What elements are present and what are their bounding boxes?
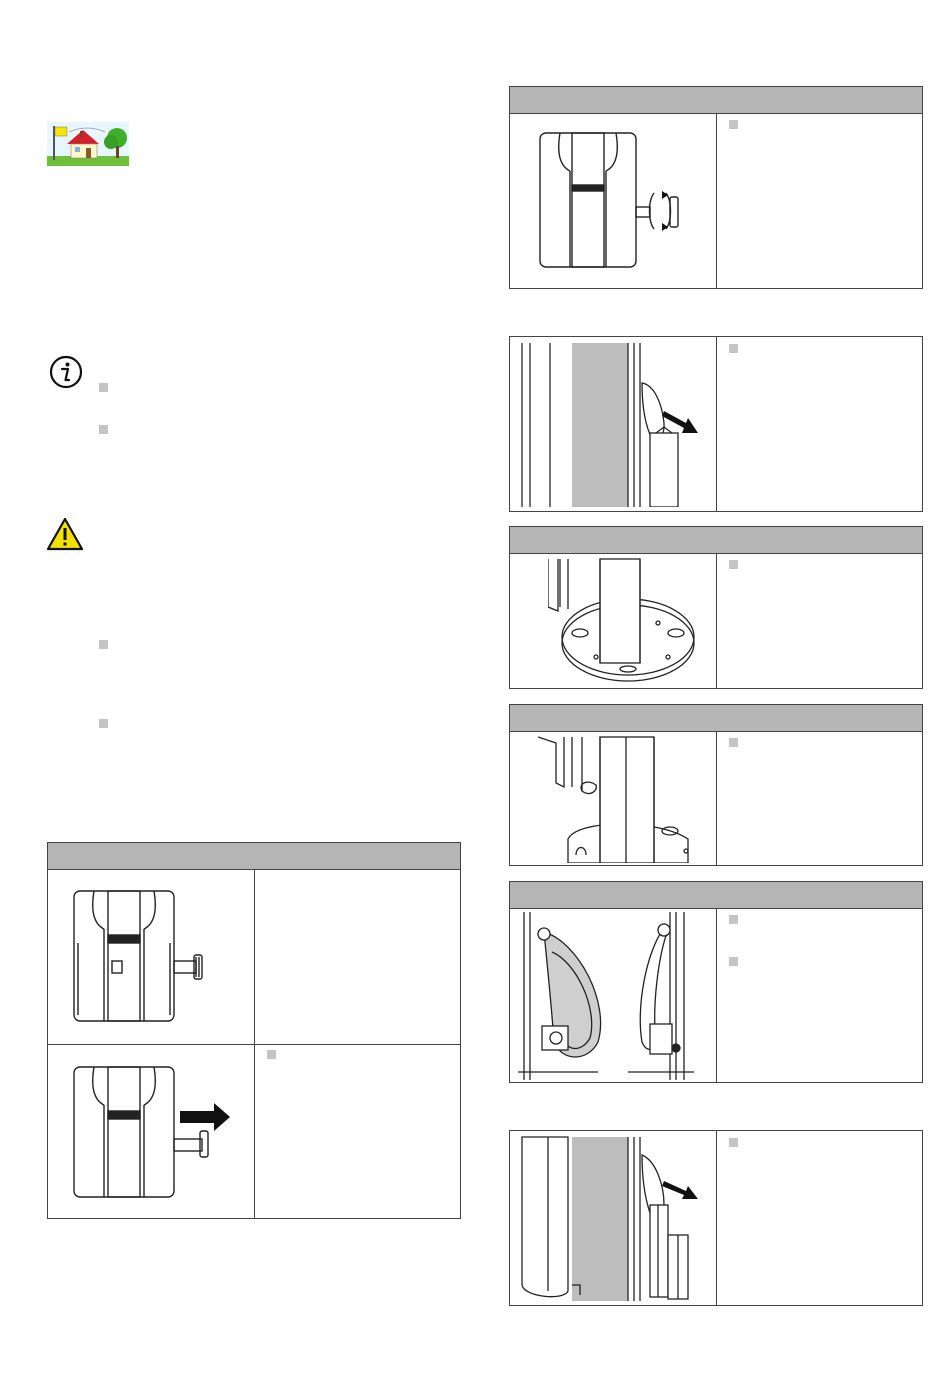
step-panel-3 <box>509 526 923 689</box>
warning-triangle-icon <box>46 517 84 551</box>
info-bullet-2 <box>99 425 108 434</box>
door-handle-pull-illustration <box>518 343 708 507</box>
step-panel-4 <box>509 704 923 866</box>
step-panel-5-header <box>510 882 922 909</box>
unit-knob-pull-illustration <box>70 1061 240 1201</box>
panel-6-bullet <box>729 1138 738 1147</box>
handle-release-illustration <box>518 1135 708 1303</box>
unit-with-knob-illustration <box>70 885 220 1025</box>
post-base-plate-illustration <box>548 557 708 687</box>
step-panel-5 <box>509 881 923 1083</box>
panel-3-bullet <box>729 560 738 569</box>
panel-5-bullet-2 <box>729 957 738 966</box>
step-panel-2 <box>509 336 923 512</box>
panel-1-bullet <box>729 120 738 129</box>
unit-knob-rotate-illustration <box>536 131 686 271</box>
panel-4-bullet <box>729 738 738 747</box>
step-panel-1 <box>509 86 923 289</box>
left-table-header <box>48 843 460 870</box>
post-base-bracket-illustration <box>538 735 714 863</box>
left-step-table <box>47 842 461 1219</box>
left-table-bullet <box>267 1050 276 1059</box>
house-scene-icon <box>47 122 129 166</box>
latch-mechanism-illustration <box>518 912 714 1080</box>
warning-bullet-1 <box>99 640 108 649</box>
step-panel-6 <box>509 1130 923 1306</box>
step-panel-4-header <box>510 705 922 732</box>
step-panel-3-header <box>510 527 922 554</box>
panel-2-bullet <box>729 344 738 353</box>
panel-5-bullet-1 <box>729 915 738 924</box>
warning-bullet-2 <box>99 719 108 728</box>
step-panel-1-header <box>510 87 922 114</box>
info-icon <box>49 355 83 389</box>
info-bullet-1 <box>99 383 108 392</box>
